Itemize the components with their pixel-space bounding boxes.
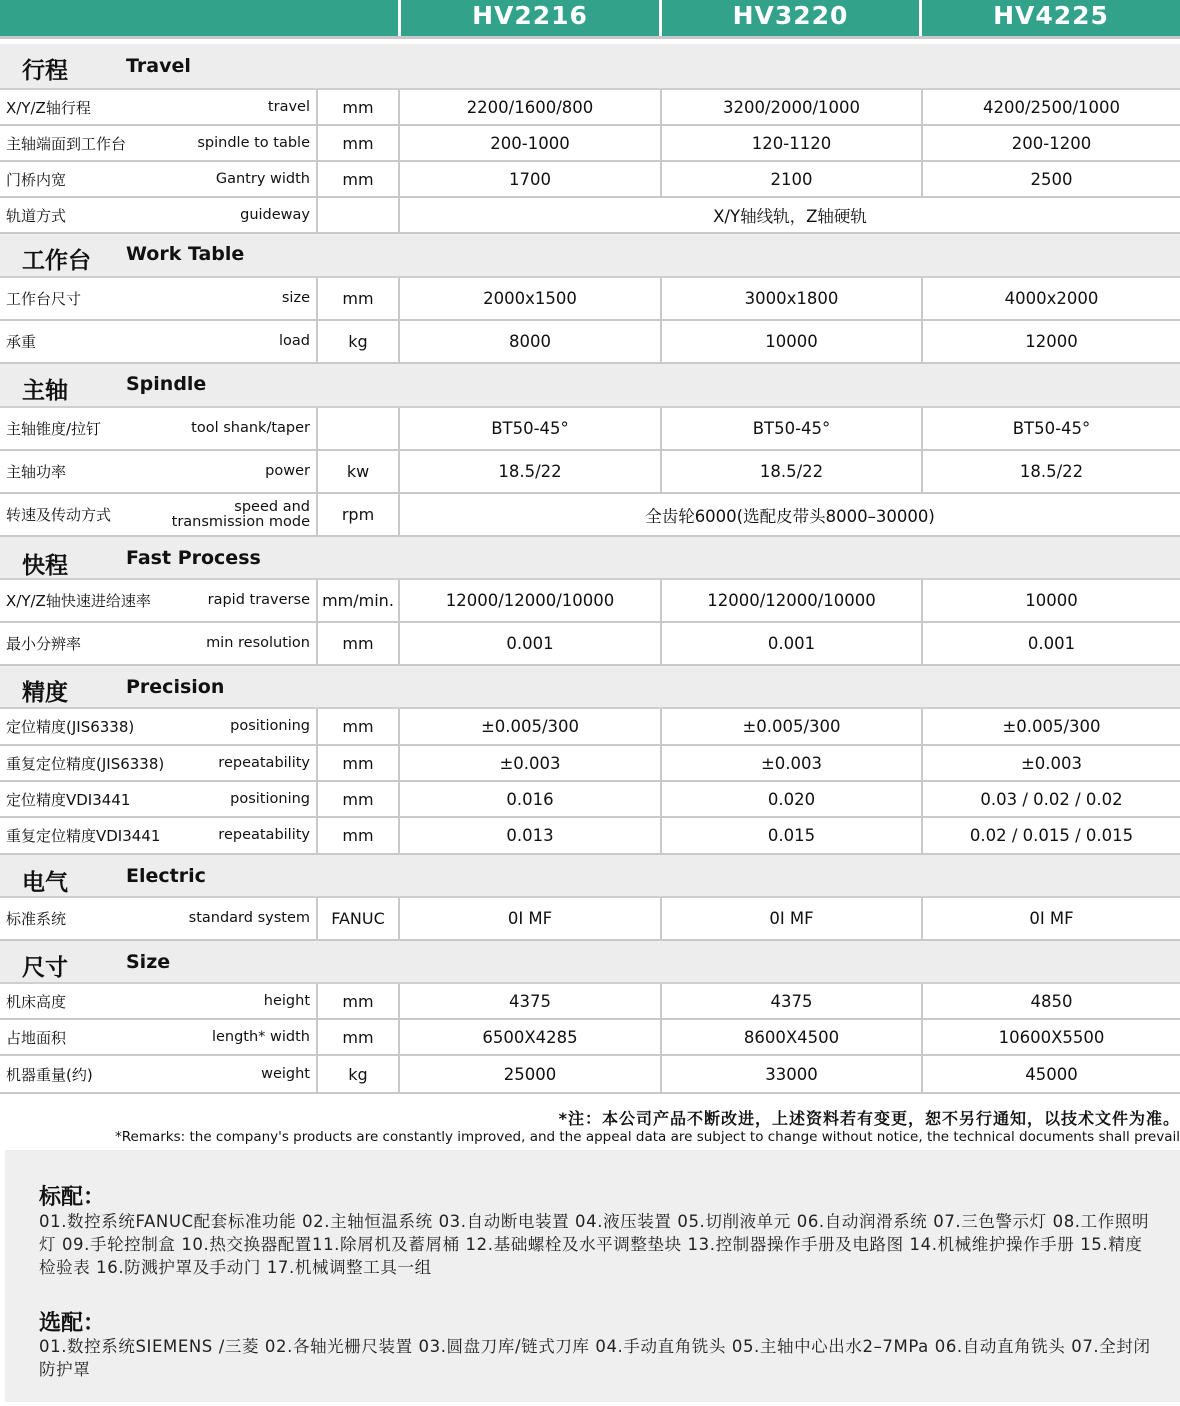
value-hv3220: ±0.005/300	[660, 709, 921, 744]
value-hv4225: 10600X5500	[921, 1020, 1180, 1054]
row-guideway	[0, 198, 1180, 234]
value-hv4225: 12000	[921, 321, 1180, 362]
value-hv3220: 10000	[660, 321, 921, 362]
row-xyz-travel	[0, 90, 1180, 126]
model-hv2216: HV2216	[401, 0, 659, 36]
row-min-resolution	[0, 623, 1180, 666]
row-speed	[0, 494, 1180, 537]
section-precision	[0, 666, 1180, 709]
row-tool-shank	[0, 408, 1180, 451]
value-hv4225: 0.03 / 0.02 / 0.02	[921, 782, 1180, 816]
row-unit: mm	[316, 623, 400, 664]
value-hv4225: 0I MF	[921, 898, 1180, 939]
section-title-cn: 尺寸	[22, 955, 68, 981]
value-hv2216: 0.016	[506, 789, 554, 809]
value-hv2216: 25000	[503, 1064, 557, 1084]
row-unit: mm	[316, 984, 400, 1018]
value-hv2216: 18.5/22	[498, 462, 562, 481]
row-unit: rpm	[316, 494, 400, 535]
remark-en: *Remarks: the company's products are constantly improved, and the appeal data are subject to change without notice, the technical documents shall prevail	[114, 1129, 1180, 1145]
section-title-cn: 快程	[22, 553, 68, 579]
value-hv4225: 45000	[921, 1056, 1180, 1092]
value-hv4225: ±0.005/300	[921, 709, 1180, 744]
row-label-en: height	[263, 992, 310, 1009]
section-size	[0, 941, 1180, 984]
model-hv3220: HV3220	[662, 0, 919, 36]
value-hv3220: 0.015	[660, 818, 921, 853]
row-label-cn: 占地面积	[6, 1028, 67, 1047]
row-unit: mm	[316, 162, 400, 196]
row-label-cn: 门桥内宽	[6, 170, 67, 189]
row-label-cn: 主轴功率	[6, 463, 67, 481]
section-title-cn: 电气	[22, 870, 68, 896]
row-unit: mm	[316, 818, 400, 853]
value-hv2216: 0I MF	[507, 909, 553, 928]
value-hv4225: 10000	[921, 580, 1180, 621]
row-floor-area	[0, 1020, 1180, 1056]
row-unit: FANUC	[316, 898, 400, 939]
row-unit: mm	[316, 126, 400, 160]
row-label-cn: 工作台尺寸	[6, 290, 82, 308]
row-label-en: rapid traverse	[207, 592, 310, 608]
value-hv2216: BT50-45°	[491, 419, 569, 438]
row-label-en: power	[265, 463, 310, 479]
row-rapid-traverse	[0, 580, 1180, 623]
row-label-cn: X/Y/Z轴快速进给速率	[6, 592, 151, 610]
row-unit	[316, 408, 400, 449]
value-hv3220: 4375	[660, 984, 921, 1018]
value-hv2216: 8000	[509, 332, 551, 351]
row-label-en: length* width	[211, 1028, 310, 1045]
value-hv2216: 2200/1600/800	[466, 97, 594, 117]
value-hv4225: 4000x2000	[921, 278, 1180, 319]
value-hv2216: 1700	[509, 169, 551, 189]
value-hv4225: 4200/2500/1000	[921, 90, 1180, 124]
section-electric	[0, 855, 1180, 898]
section-title-en: Fast Process	[126, 547, 261, 569]
section-title-en: Size	[126, 951, 171, 973]
standard-config-text: 01.数控系统FANUC配套标准功能 02.主轴恒温系统 03.自动断电装置 04.液压装置 05.切削液单元 06.自动润滑系统 07.三色警示灯 08.工作照明灯 09.手轮控制盒 10.热交换器配置11.除屑机及蓄屑桶 12.基础螺栓及水平调整垫块 13.控制器操作手册及电路图 14.机械维护操作手册 15.精度检验表 16.防溅护罩及手动门 17.机械调整工具一组	[39, 1212, 1150, 1277]
value-hv2216: ±0.005/300	[480, 717, 580, 736]
value-hv4225: 18.5/22	[921, 451, 1180, 492]
row-label-cn: 主轴端面到工作台	[6, 134, 127, 153]
row-label-en: min resolution	[206, 635, 310, 651]
value-hv3220: 2100	[660, 162, 921, 196]
value-hv3220: ±0.003	[660, 746, 921, 780]
row-unit: kg	[316, 1056, 400, 1092]
value-hv3220: 0.001	[660, 623, 921, 664]
row-height	[0, 984, 1180, 1020]
model-header	[0, 0, 1180, 36]
value-hv2216: 4375	[509, 991, 551, 1011]
row-label-cn: 定位精度(JIS6338)	[6, 718, 135, 736]
row-label-en: tool shank/taper	[191, 420, 310, 436]
value-hv3220: 12000/12000/10000	[660, 580, 921, 621]
row-label-en: guideway	[240, 206, 310, 223]
value-all-models: 全齿轮6000(选配皮带头8000–30000)	[645, 506, 935, 526]
row-positioning-vdi	[0, 782, 1180, 818]
row-label-cn: 轨道方式	[6, 206, 67, 225]
value-hv3220: 18.5/22	[660, 451, 921, 492]
row-load	[0, 321, 1180, 364]
configuration-panel	[5, 1150, 1180, 1402]
row-label-cn: 标准系统	[6, 910, 67, 928]
row-label-cn: 重复定位精度VDI3441	[6, 827, 161, 845]
value-hv2216: ±0.003	[499, 753, 561, 773]
section-travel	[0, 44, 1180, 90]
value-hv3220: 33000	[660, 1056, 921, 1092]
row-label-cn: 最小分辨率	[6, 635, 82, 653]
row-unit: mm	[316, 746, 400, 780]
row-positioning-jis	[0, 709, 1180, 746]
row-repeatability-jis	[0, 746, 1180, 782]
row-label-en: standard system	[188, 910, 310, 926]
row-label-en: load	[279, 333, 310, 349]
row-label-cn: 机床高度	[6, 992, 67, 1011]
value-hv3220: BT50-45°	[660, 408, 921, 449]
row-label-en: repeatability	[218, 827, 310, 843]
row-spindle-to-table	[0, 126, 1180, 162]
value-hv4225: 200-1200	[921, 126, 1180, 160]
row-label-cn: X/Y/Z轴行程	[6, 98, 91, 117]
row-label-cn: 重复定位精度(JIS6338)	[6, 754, 165, 773]
row-unit: kw	[316, 451, 400, 492]
value-hv4225: 4850	[921, 984, 1180, 1018]
section-fast-process	[0, 537, 1180, 580]
remark-cn: *注：本公司产品不断改进，上述资料若有变更，恕不另行通知，以技术文件为准。	[558, 1109, 1180, 1128]
section-title-cn: 主轴	[22, 378, 68, 404]
row-label-en	[150, 494, 310, 535]
value-hv3220: 0.020	[660, 782, 921, 816]
row-label-cn: 主轴锥度/拉钉	[6, 420, 102, 438]
row-label-en: positioning	[230, 790, 310, 807]
row-label-en: spindle to table	[197, 134, 310, 151]
section-title-cn: 精度	[22, 680, 68, 706]
row-gantry-width	[0, 162, 1180, 198]
row-label-en: weight	[261, 1065, 310, 1082]
value-hv4225: ±0.003	[921, 746, 1180, 780]
row-label-en: travel	[267, 98, 310, 115]
section-title-en: Spindle	[126, 373, 207, 395]
row-label-en: repeatability	[218, 754, 310, 771]
section-title-en: Work Table	[126, 243, 245, 265]
row-unit: mm	[316, 709, 400, 744]
section-title-en: Travel	[126, 55, 191, 77]
row-power	[0, 451, 1180, 494]
value-hv2216: 2000x1500	[483, 289, 577, 308]
row-unit: mm	[316, 278, 400, 319]
value-all-models: X/Y轴线轨，Z轴硬轨	[713, 207, 867, 226]
section-title-en: Electric	[126, 865, 206, 887]
row-label-en: Gantry width	[215, 170, 310, 187]
row-label-cn: 转速及传动方式	[6, 506, 112, 524]
value-hv4225: BT50-45°	[921, 408, 1180, 449]
value-hv4225: 0.02 / 0.015 / 0.015	[921, 818, 1180, 853]
row-label-cn: 定位精度VDI3441	[6, 790, 131, 809]
optional-config-text: 01.数控系统SIEMENS /三菱 02.各轴光栅尺装置 03.圆盘刀库/链式刀库 04.手动直角铣头 05.主轴中心出水2–7MPa 06.自动直角铣头 07.全封闭防护罩	[39, 1337, 1151, 1379]
value-hv2216: 200-1000	[490, 133, 570, 153]
value-hv4225: 0.001	[921, 623, 1180, 664]
standard-config-title: 标配：	[39, 1185, 106, 1210]
model-hv4225: HV4225	[922, 0, 1180, 36]
value-hv3220: 120-1120	[660, 126, 921, 160]
row-unit	[316, 198, 400, 232]
row-repeatability-vdi	[0, 818, 1180, 855]
row-unit: mm	[316, 782, 400, 816]
row-weight	[0, 1056, 1180, 1094]
header-divider	[0, 36, 1180, 39]
row-standard-system	[0, 898, 1180, 941]
section-spindle	[0, 364, 1180, 408]
value-hv3220: 8600X4500	[660, 1020, 921, 1054]
value-hv3220: 3000x1800	[660, 278, 921, 319]
value-hv4225: 2500	[921, 162, 1180, 196]
row-label-en: positioning	[230, 718, 310, 734]
row-unit: mm/min.	[316, 580, 400, 621]
value-hv2216: 0.001	[506, 634, 554, 653]
row-label-cn: 承重	[6, 333, 37, 351]
value-hv2216: 6500X4285	[482, 1027, 578, 1047]
row-label-cn: 机器重量(约)	[6, 1065, 93, 1084]
row-unit: mm	[316, 1020, 400, 1054]
section-title-cn: 工作台	[22, 248, 91, 274]
row-label-en: size	[281, 290, 310, 306]
section-title-en: Precision	[126, 676, 225, 698]
section-title-cn: 行程	[22, 58, 68, 84]
value-hv3220: 3200/2000/1000	[660, 90, 921, 124]
section-work-table	[0, 234, 1180, 278]
optional-config-title: 选配：	[39, 1311, 106, 1336]
row-table-size	[0, 278, 1180, 321]
value-hv3220: 0I MF	[660, 898, 921, 939]
value-hv2216: 12000/12000/10000	[445, 591, 615, 610]
value-hv2216: 0.013	[506, 826, 554, 845]
header-blank	[0, 0, 398, 36]
row-unit: kg	[316, 321, 400, 362]
row-unit: mm	[316, 90, 400, 124]
row-label-en-line1: speed and	[234, 498, 310, 515]
row-label-en-line2: transmission mode	[171, 513, 310, 530]
